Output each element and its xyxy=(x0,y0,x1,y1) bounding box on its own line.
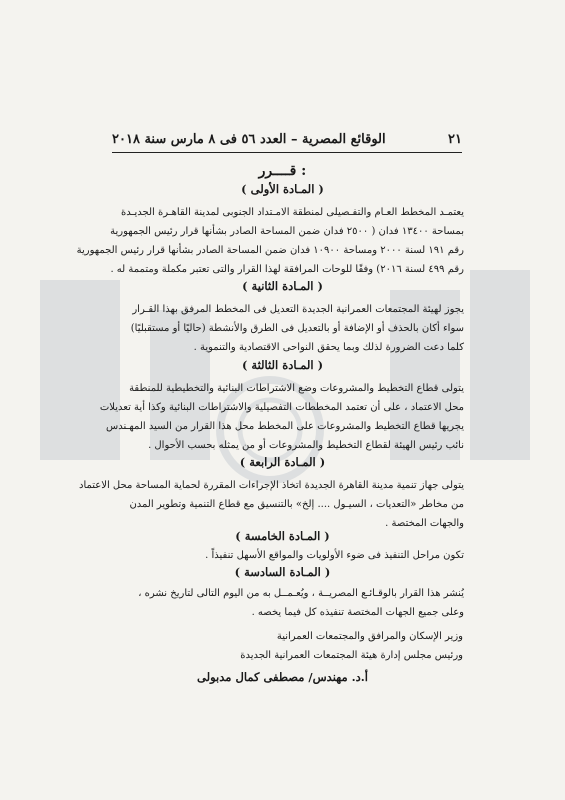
signatory-name: أ.د. مهندس/ مصطفى كمال مدبولى xyxy=(197,670,368,684)
text-line: نائب رئيس الهيئة لقطاع التخطيط والمشروعات أو من يمثله بحسب الأحوال . xyxy=(148,440,464,451)
text-line: يجوز لهيئة المجتمعات العمرانية الجديدة التعديل فى المخطط المرفق بهذا القـرار xyxy=(132,304,464,315)
article-6-title: ( المـادة السادسة ) xyxy=(234,565,331,579)
article-3-title: ( المـادة الثالثة ) xyxy=(241,358,324,372)
page-number: ٢١ xyxy=(448,132,462,147)
header-divider xyxy=(112,152,462,153)
signature-title-line: ورئيس مجلس إدارة هيئة المجتمعات العمرانية الجديدة xyxy=(240,650,463,661)
signature-title-line: وزير الإسكان والمرافق والمجتمعات العمرانية xyxy=(276,631,463,642)
text-line: يعتمـد المخطط العـام والتفـصيلى لمنطقة الامـتداد الجنوبى لمدينة القاهـرة الجديـدة xyxy=(121,207,464,218)
page-header xyxy=(112,132,462,147)
text-line: وعلى جميع الجهات المختصة تنفيذه كل فيما يخصه . xyxy=(251,607,464,618)
article-1-text xyxy=(76,203,464,279)
text-line: سواء أكان بالحذف أو الإضافة أو بالتعديل فى الطرق والأنشطة (حاليًا أو مستقبليًا) xyxy=(130,323,464,334)
text-line: رقم ٤٩٩ لسنة ٢٠١٦) وفقًا للوحات المرافقة لهذا القرار والتى تعتبر مكملة ومتممة له . xyxy=(110,264,464,275)
article-4-text xyxy=(79,476,464,533)
text-line: رقم ١٩١ لسنة ٢٠٠٠ ومساحة ١٠٩٠٠ فدان ضمن المساحة الصادر بشأنها قرار رئيس الجمهورية xyxy=(76,245,464,256)
article-3-text xyxy=(99,379,464,455)
article-1-title: ( المـادة الأولى ) xyxy=(241,182,324,196)
article-5-title: ( المـادة الخامسة ) xyxy=(235,529,330,543)
text-line: تكون مراحل التنفيذ فى ضوء الأولويات والمواقع الأسهل تنفيذاً . xyxy=(205,550,464,561)
decree-heading: قــــرر : xyxy=(258,163,307,179)
header-title: الوقائع المصرية – العدد ٥٦ فى ٨ مارس سنة ٢٠١٨ xyxy=(112,132,386,147)
signature-block xyxy=(163,627,463,665)
text-line: محل الاعتماد ، على أن تعتمد المخططات التفصيلية والاشتراطات البنائية وكذا أية تعديلات xyxy=(99,402,464,413)
article-5-text xyxy=(118,546,464,565)
text-line: والجهات المختصة . xyxy=(385,518,464,529)
article-2-text xyxy=(118,300,464,357)
text-line: كلما دعت الضرورة لذلك وبما يحقق النواحى الاقتصادية والتنموية . xyxy=(193,342,464,353)
text-line: من مخاطر «التعديات ، السيـول .... إلخ» بالتنسيق مع قطاع التنمية وتطوير المدن xyxy=(129,499,464,510)
text-line: بمساحة ١٣٤٠٠ فدان ( ٢٥٠٠ فدان ضمن المساحة الصادر بشأنها قرار رئيس الجمهورية xyxy=(110,226,464,237)
text-line: يجريها قطاع التخطيط والمشروعات على المخطط محل هذا القرار من السيد المهـندس xyxy=(106,421,464,432)
article-4-title: ( المـادة الرابعة ) xyxy=(239,455,326,469)
text-line: يُنشر هذا القرار بالوقـائـع المصريــة ، ويُعـمــل به من اليوم التالى لتاريخ نشره ، xyxy=(138,588,464,599)
text-line: يتولى جهاز تنمية مدينة القاهرة الجديدة اتخاذ الإجراءات المقررة لحماية المساحة محل الاعتماد xyxy=(79,480,464,491)
text-line: يتولى قطاع التخطيط والمشروعات وضع الاشتراطات البنائية والتخطيطية للمنطقة xyxy=(129,383,464,394)
article-2-title: ( المـادة الثانية ) xyxy=(242,279,323,293)
article-6-text xyxy=(118,584,464,622)
